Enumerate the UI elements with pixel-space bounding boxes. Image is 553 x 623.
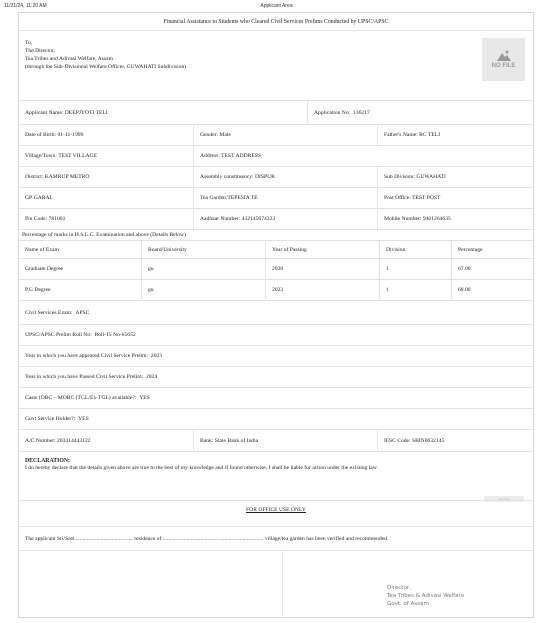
division: 1 — [379, 259, 451, 279]
table-row — [19, 280, 533, 301]
village: Village/Town: TEST VILLAGE — [25, 153, 97, 159]
column-header: Year of Passing — [265, 241, 379, 258]
cs-exam-value: APSC — [75, 309, 90, 316]
govt-value: YES — [78, 416, 89, 422]
board-university: gu — [141, 280, 265, 300]
district: District: KAMRUP METRO — [25, 174, 90, 180]
address: Address: TEST ADDRESS — [193, 146, 533, 166]
column-header: Percentage — [451, 241, 533, 258]
director-line: Govt. of Assam — [387, 601, 429, 607]
no-file-label: NO FILE — [491, 63, 516, 69]
passed-value: 2024 — [145, 374, 158, 380]
gp: GP:GARAL — [25, 195, 53, 201]
print-timestamp: 11/21/24, 11:20 AM — [4, 3, 47, 9]
applicant-row — [19, 101, 533, 125]
director-line: Director, — [387, 585, 411, 591]
account-number: A/C Number: 203314443122 — [25, 437, 91, 444]
column-header: Division — [379, 241, 451, 258]
appeared-value: 2023 — [150, 353, 163, 359]
year-appeared — [19, 346, 533, 366]
post-office: Post Office: TEST POST — [377, 188, 533, 208]
print-page-title: Applicant Area — [260, 3, 293, 9]
bank-row — [19, 430, 533, 452]
caste-value: YES — [139, 395, 150, 401]
divider — [19, 550, 533, 551]
image-icon — [497, 50, 511, 61]
gender: Gender: Male — [193, 125, 377, 145]
aadhaar-number: Aadhaar Number: 432145674323 — [193, 209, 377, 229]
addressee-line: The Director, — [25, 48, 55, 54]
govt-service-holder — [19, 409, 533, 429]
director-signature-block — [387, 584, 464, 608]
year-passed — [19, 367, 533, 387]
year-of-passing: 2023 — [265, 280, 379, 300]
exam-table-header — [19, 241, 533, 259]
applicant-photo-placeholder — [482, 38, 525, 81]
application-no-label: Application No: — [314, 109, 351, 116]
table-row — [19, 259, 533, 280]
division: 1 — [379, 280, 451, 300]
mobile-number: Mobile Number: 9401264635 — [377, 209, 533, 229]
addressee-line: Tea Tribes and Adivasi Welfare, Assam — [25, 56, 113, 62]
marks-heading-row — [19, 230, 533, 241]
roll-label: UPSC/APSC Prelim Roll No: — [25, 332, 92, 338]
column-header: Board/University — [141, 241, 265, 258]
divider — [19, 500, 533, 501]
declaration — [25, 458, 527, 471]
verification-line: The applicant Sri/Smt.......................................... residence of ........................................ ............................... village/tea garden has been verified and recommended. — [25, 536, 389, 542]
percentage: 68.00 — [451, 280, 533, 300]
details-row — [19, 188, 533, 209]
civil-services-exam — [19, 301, 533, 324]
detail-line — [19, 325, 533, 346]
caste-availability — [19, 388, 533, 408]
declaration-heading: DECLARATION: — [25, 458, 70, 464]
application-no-value: 136217 — [353, 109, 370, 116]
detail-line — [19, 301, 533, 325]
sub-division: Sub Division: GUWAHATI — [377, 167, 533, 187]
exam-name: Graduate Degree — [25, 266, 64, 272]
details-row — [19, 146, 533, 167]
passed-label: Year in which you have Passed Civil Service Prelim: — [25, 374, 144, 380]
year-of-passing: 2020 — [265, 259, 379, 279]
board-university: gu — [141, 259, 265, 279]
bank-name: Bank: State Bank of India — [193, 430, 377, 451]
assembly-constituency: Assembly constituency: DISPUR — [193, 167, 377, 187]
form-title-row — [19, 13, 533, 31]
marks-heading: Percentage of marks in H.S.L.C. Examination and above (Details Below) — [22, 232, 186, 238]
detail-line — [19, 367, 533, 388]
print-header — [4, 3, 549, 11]
details-row — [19, 209, 533, 230]
prelim-roll — [19, 325, 533, 345]
pin-code: Pin Code: 781001 — [25, 216, 66, 222]
divider — [19, 526, 533, 527]
application-no-cell — [307, 101, 533, 124]
address-block — [19, 31, 533, 101]
percentage: 67.00 — [451, 259, 533, 279]
addressee-line: To, — [25, 40, 33, 46]
signature-placeholder: NO FILE — [484, 496, 524, 502]
details-row — [19, 125, 533, 146]
ifsc-code: IFSC Code: SBIN0032145 — [377, 430, 533, 451]
director-line: Tea Tribes & Adivasi Welfare — [387, 593, 465, 599]
exam-name: P.G Degree — [25, 287, 51, 293]
column-header: Name of Exam — [25, 246, 59, 253]
tea-garden: Tea Garden:TEPESIA TE — [193, 188, 377, 208]
detail-line — [19, 388, 533, 409]
appeared-label: Year in which you have appeared Civil Service Prelim: — [25, 353, 149, 359]
dob: Date of Birth: 01-11-1999 — [25, 132, 84, 138]
caste-label: Caste (OBC – MOBC (TGL/Ex-TGL) available?: — [25, 395, 137, 401]
declaration-text: I do hereby declare that the details given above are true to the best of my knowledge and if found otherwise, I shall be liable for action under the existing law. — [25, 465, 378, 471]
addressee-line: (through the Sub-Divisional Welfare Officer, GUWAHATI Subdivision) — [25, 64, 187, 70]
detail-line — [19, 409, 533, 430]
column-divider — [282, 551, 283, 617]
application-form — [18, 12, 534, 618]
detail-line — [19, 346, 533, 367]
roll-value: Roll-15 No-65652 — [94, 332, 136, 338]
applicant-name: Applicant Name: DEEPJYOTI TELI — [25, 109, 108, 116]
cs-exam-label: Civil Services Exam: — [25, 309, 73, 316]
father-name: Father's Name: RC TELI — [377, 125, 533, 145]
details-row — [19, 167, 533, 188]
office-use-heading: FOR OFFICE USE ONLY — [246, 507, 306, 513]
addressee — [19, 31, 533, 79]
form-title: Financial Assistance to Students who Cleared Civil Services Prelims Conducted by UPSC/APSC — [163, 18, 389, 25]
govt-label: Govt Service Holder?: — [25, 416, 76, 422]
